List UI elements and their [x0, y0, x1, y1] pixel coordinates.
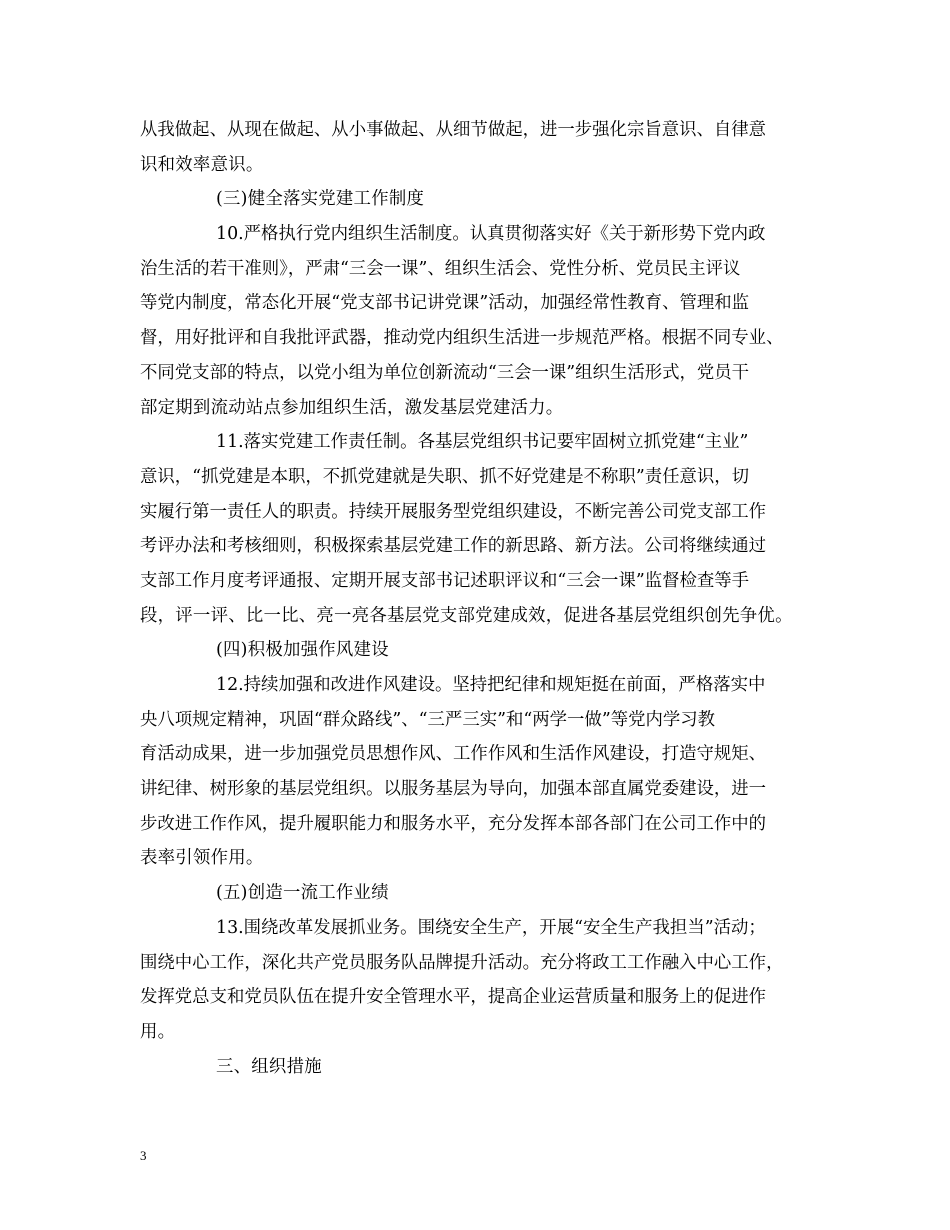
text-line: 考评办法和考核细则，积极探索基层党建工作的新思路、新方法。公司将继续通过 — [140, 536, 767, 557]
text-line: 支部工作月度考评通报、定期开展支部书记述职评议和“三会一课”监督检查等手 — [140, 570, 750, 591]
text-line: 督，用好批评和自我批评武器，推动党内组织生活进一步规范严格。根据不同专业、 — [140, 328, 784, 349]
text-line: 段，评一评、比一比、亮一亮各基层党支部党建成效，促进各基层党组织创先争优。 — [140, 605, 793, 626]
text-line: 不同党支部的特点，以党小组为单位创新流动“三会一课”组织生活形式，党员干 — [140, 362, 750, 383]
text-line: 治生活的若干准则》，严肃“三会一课”、组织生活会、党性分析、党员民主评议 — [140, 258, 741, 279]
document-body — [140, 113, 812, 1084]
text-line: 13.围绕改革发展抓业务。围绕安全生产，开展“安全生产我担当”活动； — [216, 917, 766, 938]
text-line: (五)创造一流工作业绩 — [216, 883, 389, 904]
text-line: 用。 — [140, 1021, 176, 1042]
text-line: 表率引领作用。 — [140, 848, 264, 869]
text-line: 发挥党总支和党员队伍在提升安全管理水平，提高企业运营质量和服务上的促进作 — [140, 987, 767, 1008]
text-line: 育活动成果，进一步加强党员思想作风、工作作风和生活作风建设，打造守规矩、 — [140, 744, 767, 765]
text-line: 部定期到流动站点参加组织生活，激发基层党建活力。 — [140, 397, 564, 418]
text-line: 讲纪律、树形象的基层党组织。以服务基层为导向，加强本部直属党委建设，进一 — [140, 779, 767, 800]
text-line: 12.持续加强和改进作风建设。坚持把纪律和规矩挺在前面，严格落实中 — [216, 675, 766, 695]
text-line: 围绕中心工作，深化共产党员服务队品牌提升活动。充分将政工工作融入中心工作， — [140, 952, 784, 973]
text-line: 识和效率意识。 — [140, 154, 264, 175]
text-line: (四)积极加强作风建设 — [216, 640, 389, 661]
text-line: 等党内制度，常态化开展“党支部书记讲党课”活动，加强经常性教育、管理和监 — [140, 293, 750, 314]
text-line: 三、组织措施 — [216, 1056, 322, 1077]
text-line: 步改进工作作风，提升履职能力和服务水平，充分发挥本部各部门在公司工作中的 — [140, 813, 767, 834]
text-line: 从我做起、从现在做起、从小事做起、从细节做起，进一步强化宗旨意识、自律意 — [140, 120, 767, 140]
text-line: (三)健全落实党建工作制度 — [216, 189, 425, 210]
text-line: 央八项规定精神，巩固“群众路线”、“三严三实”和“两学一做”等党内学习教 — [140, 709, 716, 730]
page-number: 3 — [140, 1148, 147, 1163]
text-line: 10.严格执行党内组织生活制度。认真贯彻落实好《关于新形势下党内政 — [216, 224, 766, 245]
text-line: 11.落实党建工作责任制。各基层党组织书记要牢固树立抓党建“主业” — [216, 432, 749, 453]
text-line: 实履行第一责任人的职责。持续开展服务型党组织建设，不断完善公司党支部工作 — [140, 501, 767, 522]
text-line: 意识，“抓党建是本职，不抓党建就是失职、抓不好党建是不称职”责任意识，切 — [140, 466, 750, 487]
